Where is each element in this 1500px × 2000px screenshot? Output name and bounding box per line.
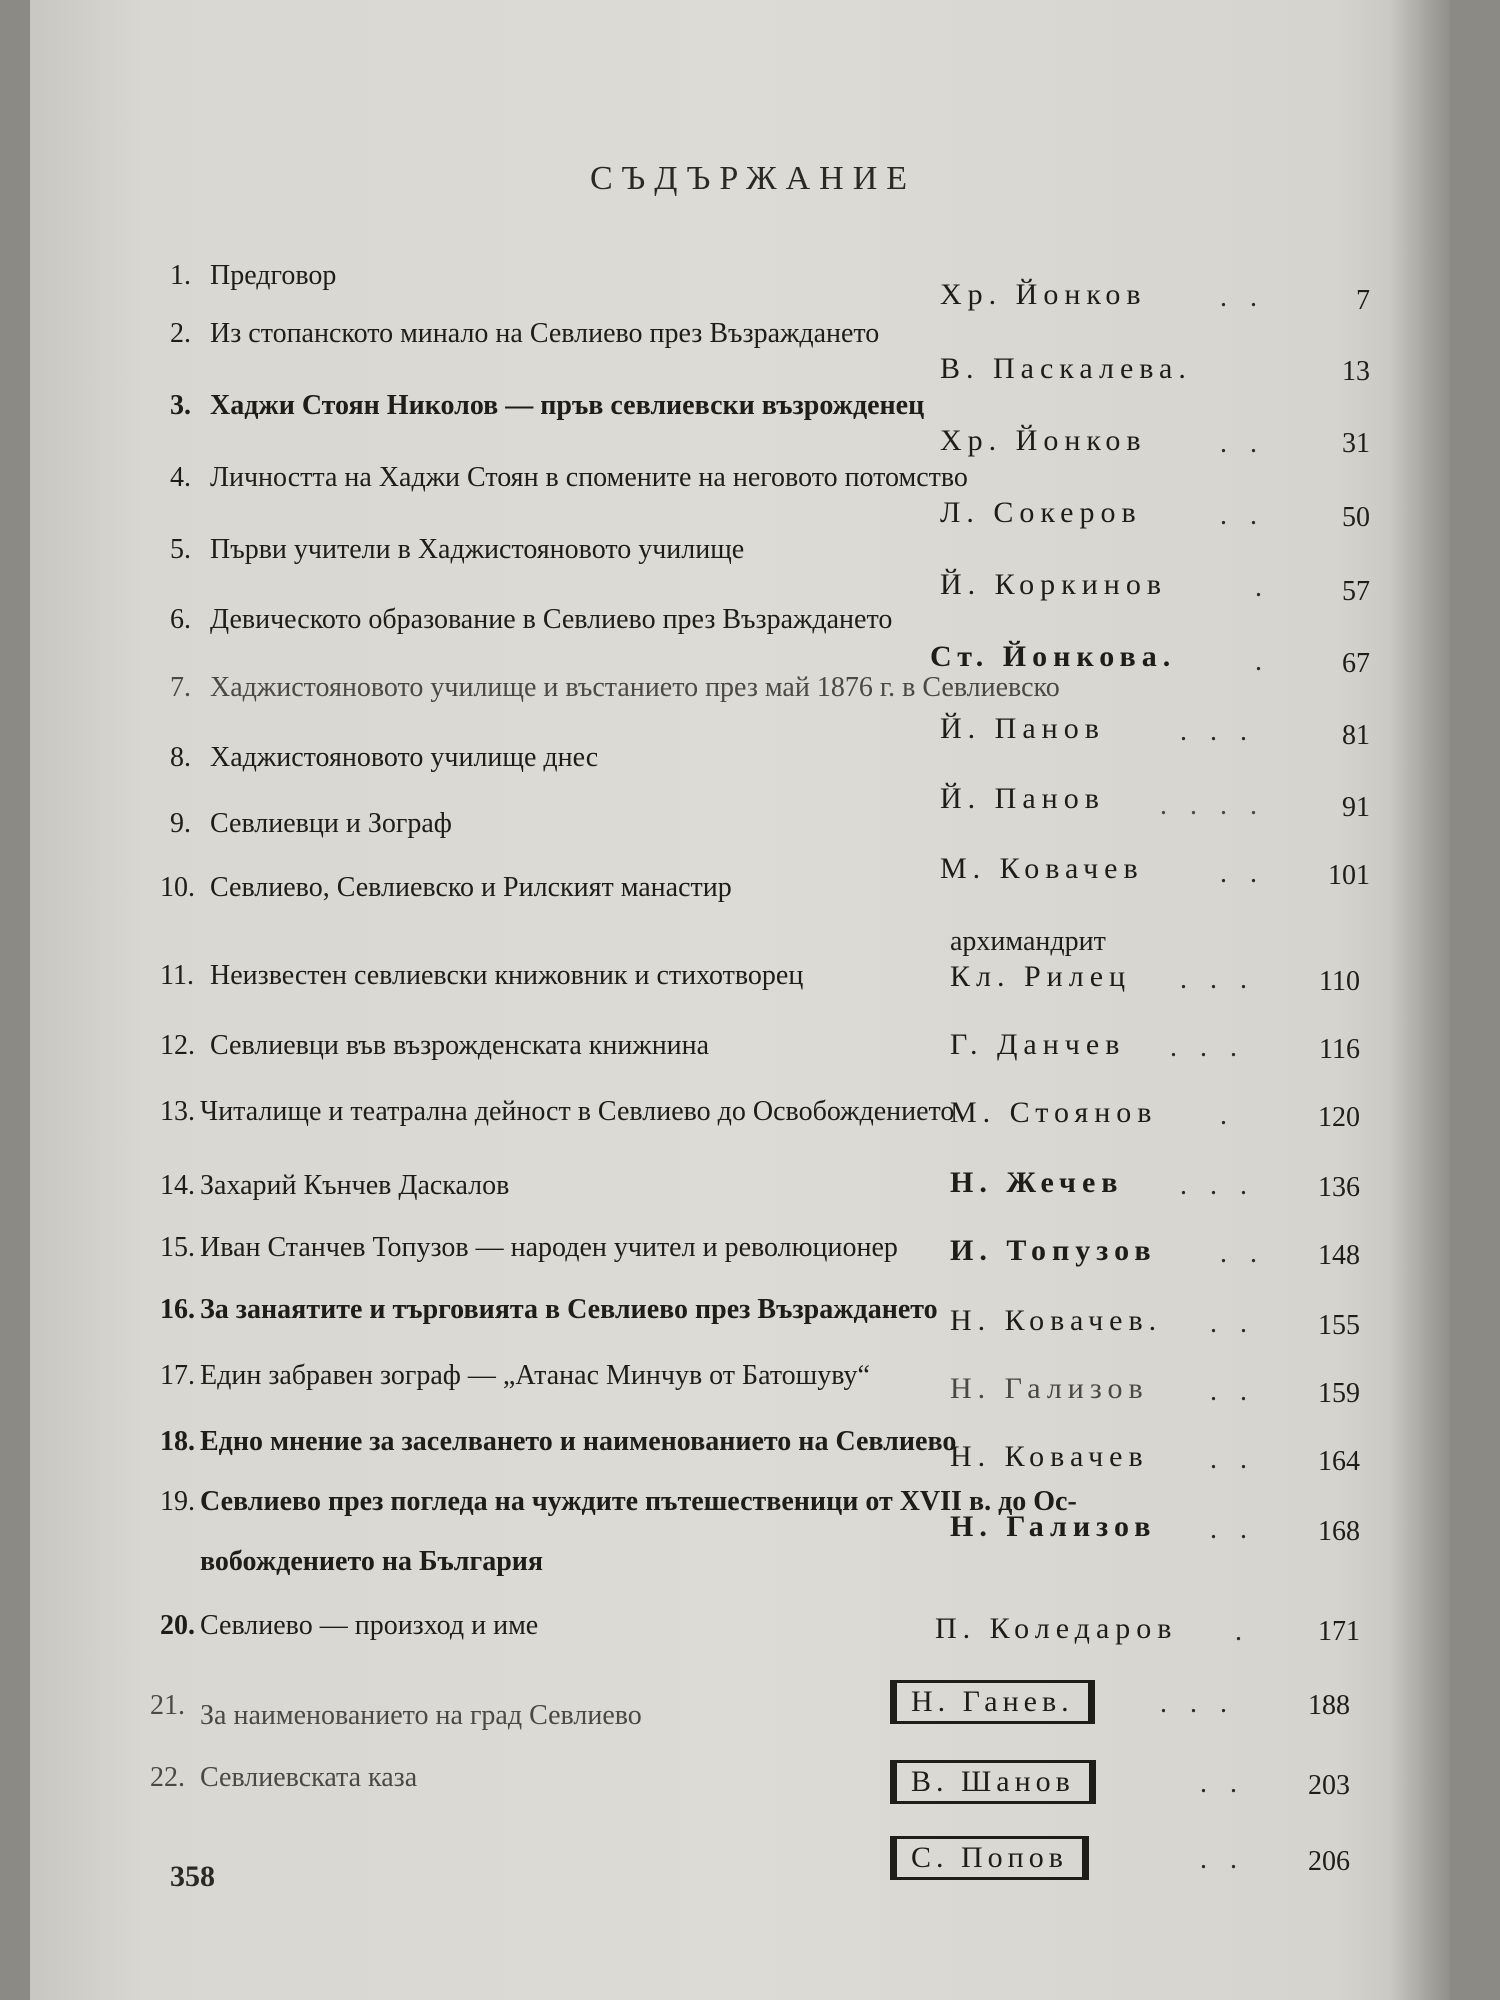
entry-page: 120 [1318,1102,1360,1133]
entry-page: 81 [1342,720,1370,751]
entry-dots: . . . [1160,1688,1235,1719]
entry-author: Ст. Йонкова. [930,640,1177,673]
entry-dots: . . [1210,1308,1255,1339]
entry-title: 10. [160,872,195,903]
entry-title: 19. [160,1486,195,1517]
entry-author-stamp: Н. Ганев. [890,1680,1095,1724]
entry-dots: . . . . [1160,790,1265,821]
entry-author: Г. Данчев [950,1028,1126,1061]
entry-page: 116 [1319,1034,1360,1065]
entry-author: Хр. Йонков [940,278,1147,311]
entry-title: Читалище и театрална дейност в Севлиево до Освобождението [200,1096,955,1127]
entry-author: Н. Жечев [950,1166,1124,1199]
entry-title: Предговор [210,260,337,291]
entry-title: Един забравен зограф — „Атанас Минчув от Батошуву“ [200,1360,870,1391]
entry-title: 15. [160,1232,195,1263]
entry-title: Севлиево през погледа на чуждите пътешественици от XVII в. до Ос- [200,1486,1077,1517]
entry-title: Севлиевци и Зограф [210,808,452,839]
entry-dots: . [1255,572,1270,603]
entry-author: В. Паскалева. [940,352,1192,385]
entry-page: 159 [1318,1378,1360,1409]
entry-title: 6. [170,604,191,635]
entry-title: 16. [160,1294,195,1325]
entry-page: 50 [1342,502,1370,533]
entry-dots: . . [1210,1376,1255,1407]
entry-author: Л. Сокеров [940,496,1142,529]
entry-title: За наименованието на град Севлиево [200,1700,642,1731]
entry-author-stamp: В. Шанов [890,1760,1096,1804]
entry-title: Първи учители в Хаджистояновото училище [210,534,745,565]
entry-author-stamp: С. Попов [890,1836,1089,1880]
entry-dots: . . [1220,858,1265,889]
entry-title: 9. [170,808,191,839]
entry-page: 206 [1308,1846,1350,1877]
entry-page: 203 [1308,1770,1350,1801]
entry-page: 155 [1318,1310,1360,1341]
entry-title: 2. [170,318,191,349]
entry-page: 168 [1318,1516,1360,1547]
entry-dots: . [1235,1616,1250,1647]
entry-dots: . . . [1180,964,1255,995]
book-page [30,0,1450,2000]
entry-dots: . . . [1170,1032,1245,1063]
entry-author: И. Топузов [950,1234,1157,1267]
entry-page: 57 [1342,576,1370,607]
entry-page: 31 [1342,428,1370,459]
entry-title: Едно мнение за заселването и наименованието на Севлиево [200,1426,957,1457]
entry-author: М. Ковачев [940,852,1144,885]
entry-page: 13 [1342,356,1370,387]
entry-title: 18. [160,1426,195,1457]
entry-title: Неизвестен севлиевски книжовник и стихотворец [210,960,804,991]
entry-title: Хаджи Стоян Николов — пръв севлиевски възрожденец [210,390,925,421]
entry-page: 67 [1342,648,1370,679]
entry-title: 5. [170,534,191,565]
entry-title: Севлиево — произход и име [200,1610,539,1641]
entry-title: Севлиевци във възрожденската книжнина [210,1030,710,1061]
entry-page: 91 [1342,792,1370,823]
entry-title: 4. [170,462,191,493]
entry-title: Личността на Хаджи Стоян в спомените на неговото потомство [210,462,968,493]
entry-dots: . . [1210,1514,1255,1545]
entry-page: 136 [1318,1172,1360,1203]
entry-author: Н. Ковачев [950,1440,1149,1473]
page-number: 358 [170,1860,215,1893]
entry-title: 13. [160,1096,195,1127]
entry-dots: . . [1200,1768,1245,1799]
entry-title: 1. [170,260,191,291]
entry-title: 7. [170,672,191,703]
entry-dots: . . [1220,1238,1265,1269]
entry-title: Севлиевската каза [200,1762,418,1793]
entry-dots: . . . [1180,1170,1255,1201]
entry-dots: . . . [1180,716,1255,747]
entry-dots: . . [1200,1844,1245,1875]
entry-author: Й. Панов [940,782,1105,815]
entry-author: Кл. Рилец [950,960,1132,993]
entry-page: 7 [1356,285,1370,316]
entry-author: Й. Коркинов [940,568,1168,601]
entry-title: 22. [150,1762,185,1793]
entry-author: Н. Ковачев. [950,1304,1163,1337]
entry-title: Захарий Кънчев Даскалов [200,1170,510,1201]
entry-author-top: архимандрит [950,926,1106,957]
entry-page: 148 [1318,1240,1360,1271]
entry-author: Й. Панов [940,712,1105,745]
entry-author: Н. Гализов [950,1372,1149,1405]
entry-author: Хр. Йонков [940,424,1147,457]
entry-page: 110 [1319,966,1360,997]
entry-title: 17. [160,1360,195,1391]
entry-dots: . . [1220,282,1265,313]
entry-dots: . . [1220,500,1265,531]
entry-title: 21. [150,1690,185,1721]
entry-dots: . . [1210,1444,1255,1475]
entry-title: Севлиево, Севлиевско и Рилският манастир [210,872,732,903]
entry-page: 101 [1328,860,1370,891]
entry-page: 171 [1318,1616,1360,1647]
entry-page: 188 [1308,1690,1350,1721]
entry-title: За занаятите и търговията в Севлиево през Възраждането [200,1294,938,1325]
entry-title: Иван Станчев Топузов — народен учител и революционер [200,1232,898,1263]
entry-title: Девическото образование в Севлиево през Възраждането [210,604,893,635]
entry-author: Н. Гализов [950,1510,1157,1543]
entry-author: М. Стоянов [950,1096,1158,1129]
entry-title: 20. [160,1610,195,1641]
entry-title: 12. [160,1030,195,1061]
entry-title: Хаджистояновото училище днес [210,742,599,773]
entry-page: 164 [1318,1446,1360,1477]
entry-dots: . . [1220,428,1265,459]
entry-dots: . [1255,646,1270,677]
entry-title: Из стопанското минало на Севлиево през Възраждането [210,318,880,349]
entry-title: Хаджистояновото училище и въстанието през май 1876 г. в Севлиевско [210,672,1060,703]
entry-title-continued: вобождението на България [200,1546,544,1577]
entry-dots: . [1220,1100,1235,1131]
entry-title: 8. [170,742,191,773]
entry-author: П. Коледаров [935,1612,1178,1645]
page-title: СЪДЪРЖАНИЕ [590,160,917,197]
page-edge-shadow [1390,0,1450,2000]
entry-title: 14. [160,1170,195,1201]
entry-title: 11. [160,960,194,991]
entry-title: 3. [170,390,191,421]
